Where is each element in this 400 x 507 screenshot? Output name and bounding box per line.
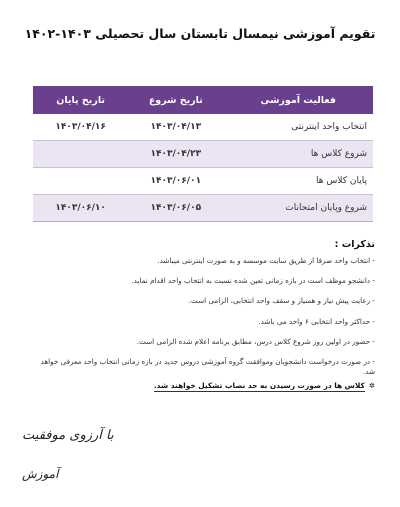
header-end-date: تاریخ پایان — [33, 86, 128, 114]
cell-end — [33, 168, 128, 195]
cell-start: ۱۴۰۳/۰۴/۱۳ — [128, 114, 223, 141]
final-note — [154, 381, 375, 390]
list-item: - در صورت درخواست دانشجویان وموافقت گروه آموزشی دروس جدید در بازه زمانی انتخاب واحد معرفی خواهد شد. — [40, 356, 375, 376]
cell-activity: شروع وپایان امتحانات — [223, 195, 373, 222]
table-row — [33, 141, 373, 168]
header-activity: فعالیت آموزشی — [223, 86, 373, 114]
notes-list — [30, 256, 375, 377]
cell-end: ۱۴۰۳/۰۶/۱۰ — [33, 195, 128, 222]
final-note-text: کلاس ها در صورت رسیدن به حد نصاب تشکیل خواهند شد. — [153, 381, 365, 390]
cell-end — [33, 141, 128, 168]
list-item: - حداکثر واحد انتخابی ۶ واحد می باشد. — [258, 316, 375, 326]
cell-start: ۱۴۰۳/۰۶/۰۱ — [128, 168, 223, 195]
page-title: تقویم آموزشی نیمسال تابستان سال تحصیلی ۱۴۰۳-۱۴۰۲ — [24, 26, 376, 41]
list-item: - رعایت پیش نیاز و همنیاز و سقف واحد انتخابی، الزامی است. — [188, 296, 375, 306]
list-item: - حضور در اولین روز شروع کلاس درس، مطابق برنامه اعلام شده الزامی است. — [136, 336, 375, 346]
cell-activity: شروع کلاس ها — [223, 141, 373, 168]
notes-title: تذکرات : — [334, 239, 375, 250]
signature-greeting: با آرزوی موفقیت — [22, 428, 114, 443]
cell-activity: انتخاب واحد اینترنتی — [223, 114, 373, 141]
calendar-table — [33, 86, 373, 222]
cell-start: ۱۴۰۳/۰۴/۲۳ — [128, 141, 223, 168]
cell-end: ۱۴۰۳/۰۴/۱۶ — [33, 114, 128, 141]
table-row — [33, 114, 373, 141]
signature-department: آموزش — [22, 467, 59, 481]
table-header-row — [33, 86, 373, 114]
cell-start: ۱۴۰۳/۰۶/۰۵ — [128, 195, 223, 222]
asterisk-icon: ✲ — [368, 381, 375, 390]
header-start-date: تاریخ شروع — [128, 86, 223, 114]
table-row — [33, 195, 373, 222]
cell-activity: پایان کلاس ها — [223, 168, 373, 195]
table-row — [33, 168, 373, 195]
list-item: - دانشجو موظف است در بازه زمانی تعین شده نسبت به انتخاب واحد اقدام نماید. — [131, 276, 375, 286]
list-item: - انتخاب واحد صرفا از طریق سایت موسسه و به صورت اینترنتی میباشد. — [157, 256, 375, 265]
